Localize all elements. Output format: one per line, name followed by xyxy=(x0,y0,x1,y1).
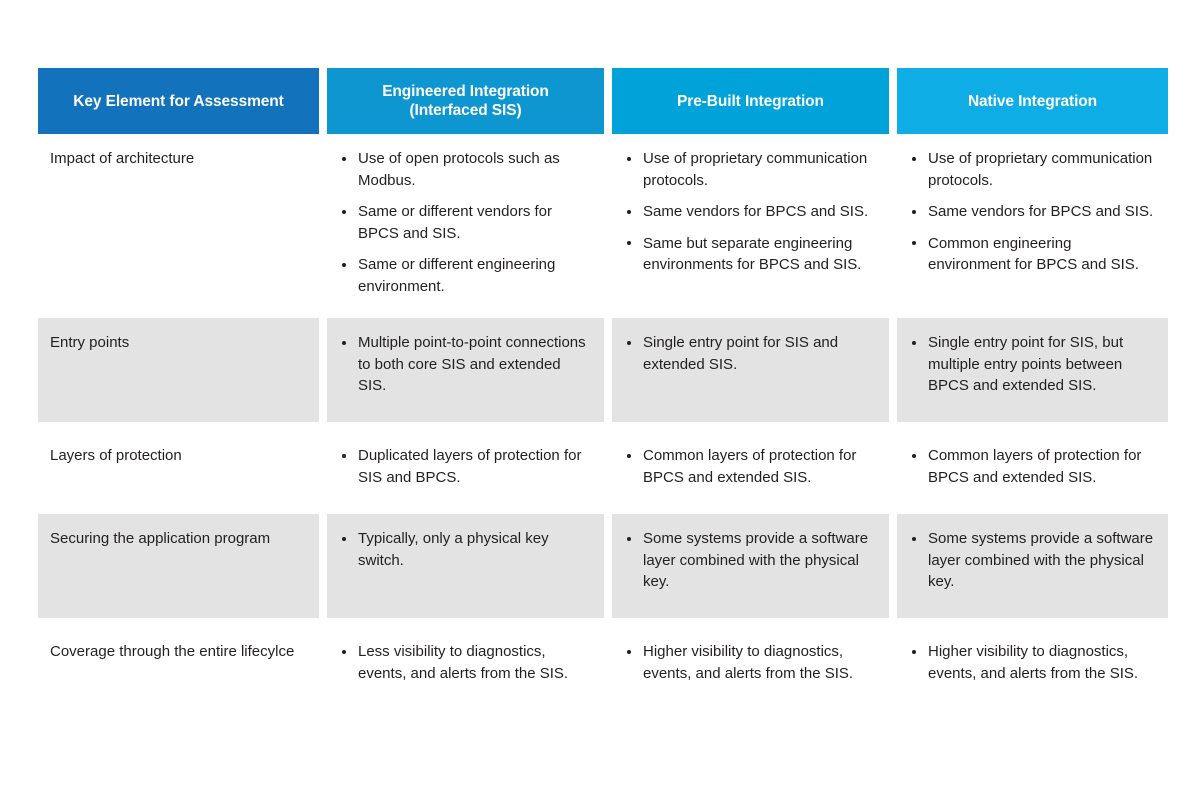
bullet-dot-icon xyxy=(627,537,631,541)
bullet-item xyxy=(341,332,590,397)
cell-content-pre-built-integration xyxy=(612,514,889,618)
sis-integration-comparison-table xyxy=(38,68,1168,705)
row-spacer xyxy=(38,422,1168,431)
cell-native-integration xyxy=(897,318,1168,422)
bullet-list xyxy=(341,332,590,397)
bullet-list xyxy=(626,148,875,276)
cell-gap xyxy=(889,318,897,422)
header-gap-3 xyxy=(889,68,897,134)
bullet-item xyxy=(911,233,1154,276)
row-label-container xyxy=(38,134,319,302)
bullet-text: Common engineering environment for BPCS and SIS. xyxy=(928,234,1139,273)
cell-engineered-integration xyxy=(327,514,604,618)
cell-native-integration xyxy=(897,134,1168,309)
cell-gap xyxy=(319,514,327,618)
cell-gap xyxy=(604,431,612,505)
row-spacer-cell xyxy=(38,309,1168,318)
bullet-text: Typically, only a physical key switch. xyxy=(358,530,549,569)
bullet-text: Same vendors for BPCS and SIS. xyxy=(928,203,1154,220)
column-header-native-integration-cell xyxy=(897,68,1168,134)
bullet-item xyxy=(341,528,590,571)
row-label-cell xyxy=(38,134,319,309)
bullet-dot-icon xyxy=(627,210,631,214)
cell-gap xyxy=(604,318,612,422)
header-gap-2 xyxy=(604,68,612,134)
bullet-text: Less visibility to diagnostics, events, and alerts from the SIS. xyxy=(358,643,569,682)
column-header-engineered-integration-line-1: Engineered Integration xyxy=(382,83,549,100)
bullet-dot-icon xyxy=(627,454,631,458)
row-spacer xyxy=(38,309,1168,318)
bullet-dot-icon xyxy=(342,263,346,267)
cell-content-native-integration xyxy=(897,134,1168,302)
column-header-pre-built-integration-line-1: Pre-Built Integration xyxy=(677,92,824,110)
bullet-dot-icon xyxy=(912,537,916,541)
table-body xyxy=(38,134,1168,705)
cell-native-integration xyxy=(897,514,1168,618)
bullet-text: Use of open protocols such as Modbus. xyxy=(358,150,560,189)
cell-native-integration xyxy=(897,627,1168,696)
cell-content-native-integration xyxy=(897,514,1168,618)
bullet-dot-icon xyxy=(627,341,631,345)
bullet-dot-icon xyxy=(627,157,631,161)
cell-content-pre-built-integration xyxy=(612,134,889,302)
row-spacer-cell xyxy=(38,696,1168,705)
bullet-item xyxy=(626,233,875,276)
column-header-engineered-integration-line-2: (Interfaced SIS) xyxy=(409,102,522,119)
bullet-item xyxy=(626,201,875,223)
bullet-item xyxy=(341,148,590,191)
cell-content-pre-built-integration xyxy=(612,318,889,422)
bullet-dot-icon xyxy=(342,210,346,214)
bullet-item xyxy=(341,254,590,297)
row-spacer xyxy=(38,696,1168,705)
column-header-engineered-integration xyxy=(327,68,604,134)
cell-content-engineered-integration xyxy=(327,318,604,422)
cell-gap xyxy=(889,514,897,618)
bullet-list xyxy=(341,148,590,297)
column-header-native-integration xyxy=(897,68,1168,134)
bullet-item xyxy=(341,201,590,244)
cell-pre-built-integration xyxy=(612,134,889,309)
row-spacer-cell xyxy=(38,422,1168,431)
column-header-engineered-integration-cell xyxy=(327,68,604,134)
bullet-list xyxy=(626,528,875,593)
cell-gap xyxy=(604,134,612,309)
cell-gap xyxy=(319,627,327,696)
bullet-list xyxy=(341,641,590,684)
table-row xyxy=(38,134,1168,309)
cell-pre-built-integration xyxy=(612,318,889,422)
bullet-dot-icon xyxy=(342,341,346,345)
bullet-dot-icon xyxy=(342,537,346,541)
row-spacer xyxy=(38,618,1168,627)
bullet-text: Common layers of protection for BPCS and extended SIS. xyxy=(643,447,857,486)
bullet-list xyxy=(341,445,590,488)
row-label-cell xyxy=(38,514,319,618)
bullet-text: Multiple point-to-point connections to both core SIS and extended SIS. xyxy=(358,334,586,394)
cell-engineered-integration xyxy=(327,627,604,696)
bullet-item xyxy=(911,332,1154,397)
row-spacer-cell xyxy=(38,618,1168,627)
cell-native-integration xyxy=(897,431,1168,505)
cell-gap xyxy=(604,514,612,618)
cell-content-native-integration xyxy=(897,318,1168,422)
bullet-dot-icon xyxy=(627,241,631,245)
bullet-text: Higher visibility to diagnostics, events, and alerts from the SIS. xyxy=(928,643,1139,682)
bullet-item xyxy=(911,445,1154,488)
bullet-dot-icon xyxy=(342,157,346,161)
row-label-cell xyxy=(38,318,319,422)
table-header xyxy=(38,68,1168,134)
bullet-dot-icon xyxy=(912,650,916,654)
cell-content-native-integration xyxy=(897,431,1168,505)
cell-engineered-integration xyxy=(327,431,604,505)
row-label-cell xyxy=(38,627,319,696)
bullet-list xyxy=(626,332,875,375)
bullet-item xyxy=(911,641,1154,684)
row-label-text: Coverage through the entire lifecylce xyxy=(50,643,295,660)
column-header-key-element-cell xyxy=(38,68,319,134)
bullet-list xyxy=(341,528,590,571)
row-label-container xyxy=(38,431,319,505)
bullet-dot-icon xyxy=(912,454,916,458)
bullet-dot-icon xyxy=(912,341,916,345)
row-label-container xyxy=(38,627,319,683)
row-label-text: Impact of architecture xyxy=(50,150,195,167)
table-row xyxy=(38,431,1168,505)
row-label-text: Layers of protection xyxy=(50,447,182,464)
row-label-text: Securing the application program xyxy=(50,530,271,547)
bullet-list xyxy=(911,445,1154,488)
bullet-text: Duplicated layers of protection for SIS and BPCS. xyxy=(358,447,582,486)
bullet-text: Single entry point for SIS and extended SIS. xyxy=(643,334,839,373)
cell-content-pre-built-integration xyxy=(612,431,889,505)
bullet-list xyxy=(911,332,1154,397)
bullet-text: Use of proprietary communication protocols. xyxy=(928,150,1153,189)
row-label-container xyxy=(38,318,319,422)
bullet-text: Use of proprietary communication protocols. xyxy=(643,150,868,189)
table-header-row xyxy=(38,68,1168,134)
column-header-pre-built-integration xyxy=(612,68,889,134)
bullet-list xyxy=(911,641,1154,684)
bullet-text: Some systems provide a software layer combined with the physical key. xyxy=(643,530,869,590)
bullet-item xyxy=(341,445,590,488)
table-row xyxy=(38,514,1168,618)
bullet-item xyxy=(626,148,875,191)
cell-content-engineered-integration xyxy=(327,134,604,309)
column-header-key-element-line-1: Key Element for Assessment xyxy=(73,92,284,110)
cell-content-engineered-integration xyxy=(327,514,604,618)
column-header-pre-built-integration-cell xyxy=(612,68,889,134)
cell-engineered-integration xyxy=(327,318,604,422)
bullet-dot-icon xyxy=(912,210,916,214)
cell-pre-built-integration xyxy=(612,627,889,696)
bullet-list xyxy=(911,148,1154,276)
row-label-cell xyxy=(38,431,319,505)
cell-gap xyxy=(319,318,327,422)
bullet-item xyxy=(911,528,1154,593)
bullet-dot-icon xyxy=(912,157,916,161)
bullet-list xyxy=(911,528,1154,593)
bullet-item xyxy=(911,148,1154,191)
bullet-text: Higher visibility to diagnostics, events, and alerts from the SIS. xyxy=(643,643,854,682)
bullet-text: Single entry point for SIS, but multiple entry points between BPCS and extended SIS. xyxy=(928,334,1124,394)
bullet-text: Same or different engineering environment. xyxy=(358,256,556,295)
row-spacer-cell xyxy=(38,505,1168,514)
column-header-native-integration-line-1: Native Integration xyxy=(967,92,1098,110)
bullet-list xyxy=(626,641,875,684)
bullet-item xyxy=(626,445,875,488)
bullet-text: Common layers of protection for BPCS and extended SIS. xyxy=(928,447,1142,486)
table-row xyxy=(38,627,1168,696)
table-row xyxy=(38,318,1168,422)
row-label-text: Entry points xyxy=(50,334,130,351)
header-gap-1 xyxy=(319,68,327,134)
bullet-text: Same but separate engineering environments for BPCS and SIS. xyxy=(643,234,862,273)
bullet-text: Same vendors for BPCS and SIS. xyxy=(643,203,869,220)
row-spacer xyxy=(38,505,1168,514)
bullet-item xyxy=(626,332,875,375)
cell-gap xyxy=(889,431,897,505)
cell-content-engineered-integration xyxy=(327,431,604,505)
cell-gap xyxy=(604,627,612,696)
bullet-item xyxy=(341,641,590,684)
bullet-dot-icon xyxy=(342,454,346,458)
cell-pre-built-integration xyxy=(612,514,889,618)
cell-engineered-integration xyxy=(327,134,604,309)
bullet-text: Some systems provide a software layer combined with the physical key. xyxy=(928,530,1154,590)
bullet-list xyxy=(626,445,875,488)
bullet-item xyxy=(626,641,875,684)
cell-gap xyxy=(889,134,897,309)
cell-gap xyxy=(889,627,897,696)
row-label-container xyxy=(38,514,319,618)
bullet-item xyxy=(626,528,875,593)
bullet-dot-icon xyxy=(627,650,631,654)
bullet-text: Same or different vendors for BPCS and SIS. xyxy=(358,203,552,242)
column-header-key-element xyxy=(38,68,319,134)
cell-content-engineered-integration xyxy=(327,627,604,696)
cell-content-native-integration xyxy=(897,627,1168,696)
bullet-dot-icon xyxy=(342,650,346,654)
bullet-item xyxy=(911,201,1154,223)
cell-gap xyxy=(319,431,327,505)
cell-gap xyxy=(319,134,327,309)
cell-pre-built-integration xyxy=(612,431,889,505)
cell-content-pre-built-integration xyxy=(612,627,889,696)
bullet-dot-icon xyxy=(912,241,916,245)
